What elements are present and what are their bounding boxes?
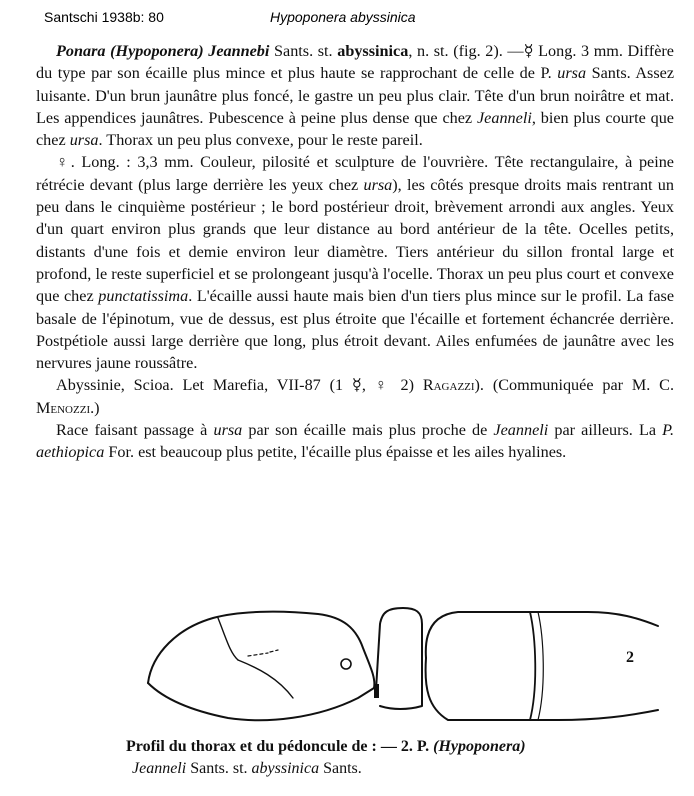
text-run: . L'écaille aussi haute mais bien d'un tiers plus mince sur le profil. La fase basale de l'épinotum, vue de dessus, est plus étroite que l'écaille et fortement échancrée derrière. Postpétiole aussi large derrière que long, plus étroit devant. Ailes enfumées de jaunâtre avec les nervures jaune roussâtre.	[36, 287, 674, 373]
thorax-petiole-drawing	[118, 598, 678, 738]
text-run: par son écaille mais plus proche de	[242, 421, 494, 440]
communicator-name: Menozzi	[36, 398, 91, 417]
taxon-italic: Jeanneli	[493, 421, 549, 440]
text-run: Sants.	[319, 760, 362, 777]
page-header	[0, 9, 694, 29]
text-run: Profil du thorax et du pédoncule de : — 2. P.	[126, 738, 434, 755]
text-run: For. est beaucoup plus petite, l'écaille plus épaisse et les ailes hyalines.	[104, 443, 567, 462]
caption-line-2	[126, 758, 686, 780]
mesosoma-ventral	[148, 683, 374, 720]
worker-symbol: ☿	[523, 42, 534, 60]
taxon-italic: (Hypoponera)	[433, 738, 526, 755]
figure-number: 2	[626, 649, 634, 666]
taxon-italic: ursa	[213, 421, 243, 440]
paragraph-worker	[36, 40, 674, 151]
taxon-italic: ursa	[363, 175, 393, 194]
mesosoma-outline	[148, 612, 374, 688]
text-run: .)	[90, 398, 100, 417]
species-name: Hypoponera abyssinica	[270, 9, 416, 25]
text-run: , bien plus courte que chez	[36, 108, 674, 150]
paragraph-remarks	[36, 419, 674, 464]
author-rank: Sants. st.	[269, 42, 338, 60]
text-run: Abyssinie, Scioa. Let Marefia, VII-87 (1 ☿, ♀ 2)	[56, 376, 423, 395]
taxon-italic: Jeanneli	[132, 760, 187, 777]
text-run: ). (Communiquée par M. C.	[474, 376, 674, 395]
text-run: Long. 3 mm. Diffère du type par son écaille plus mince et plus haute se rapprochant de celle de P.	[36, 42, 674, 83]
figure-caption	[126, 736, 686, 780]
queen-symbol: ♀	[56, 153, 71, 172]
collector-name: Ragazzi	[422, 376, 475, 395]
taxon-italic: ursa	[69, 131, 99, 150]
citation: Santschi 1938b: 80	[44, 9, 164, 25]
text-run: par ailleurs. La	[548, 421, 663, 440]
description-text	[36, 40, 674, 464]
taxon-name: Ponara (Hypoponera) Jeannebi	[56, 42, 270, 60]
taxon-italic: P. aethiopica	[36, 421, 675, 462]
text-run: ), les côtés presque droits mais rentrant un peu dans le cinquième postérieur ; le bord postérieur droit, brèvement arrondi aux angles. Yeux d'un quart environ plus grands que leur distance au bord antérieur de la tête. Ocelles petits, distants d'une fois et demie environ leur diamètre. Tiers antérieur du sillon frontal large et profond, le reste superficiel et se prolongeant jusqu'à l'ocelle. Thorax un peu plus court et convexe que chez	[36, 175, 674, 306]
paragraph-locality	[36, 374, 674, 419]
taxon-italic: abyssinica	[251, 760, 320, 777]
text-run: Sants. st.	[186, 760, 252, 777]
taxon-italic: punctatissima	[98, 287, 189, 306]
paragraph-queen	[36, 151, 674, 374]
text-run: . Long. : 3,3 mm. Couleur, pilosité et sculpture de l'ouvrière. Tête rectangulaire, à peine rétrécie devant (plus large derrière les yeux chez	[36, 153, 674, 194]
taxon-italic: Jeanneli	[476, 108, 532, 127]
taxon-italic: ursa	[557, 64, 587, 83]
text-run: Sants. Assez luisante. D'un brun jaunâtre plus foncé, le gastre un peu plus clair. Tête d'un brun noirâtre et mat. Les appendices jaunâtres. Pubescence à peine plus dense que chez	[36, 64, 675, 127]
taxon-status: , n. st. (fig. 2). —	[408, 42, 524, 60]
caption-line-1	[126, 736, 686, 758]
subspecies-name: abyssinica	[337, 42, 409, 60]
text-run: . Thorax un peu plus convexe, pour le reste pareil.	[98, 131, 423, 150]
text-run: Race faisant passage à	[56, 421, 214, 440]
petiole-outline	[376, 608, 422, 709]
